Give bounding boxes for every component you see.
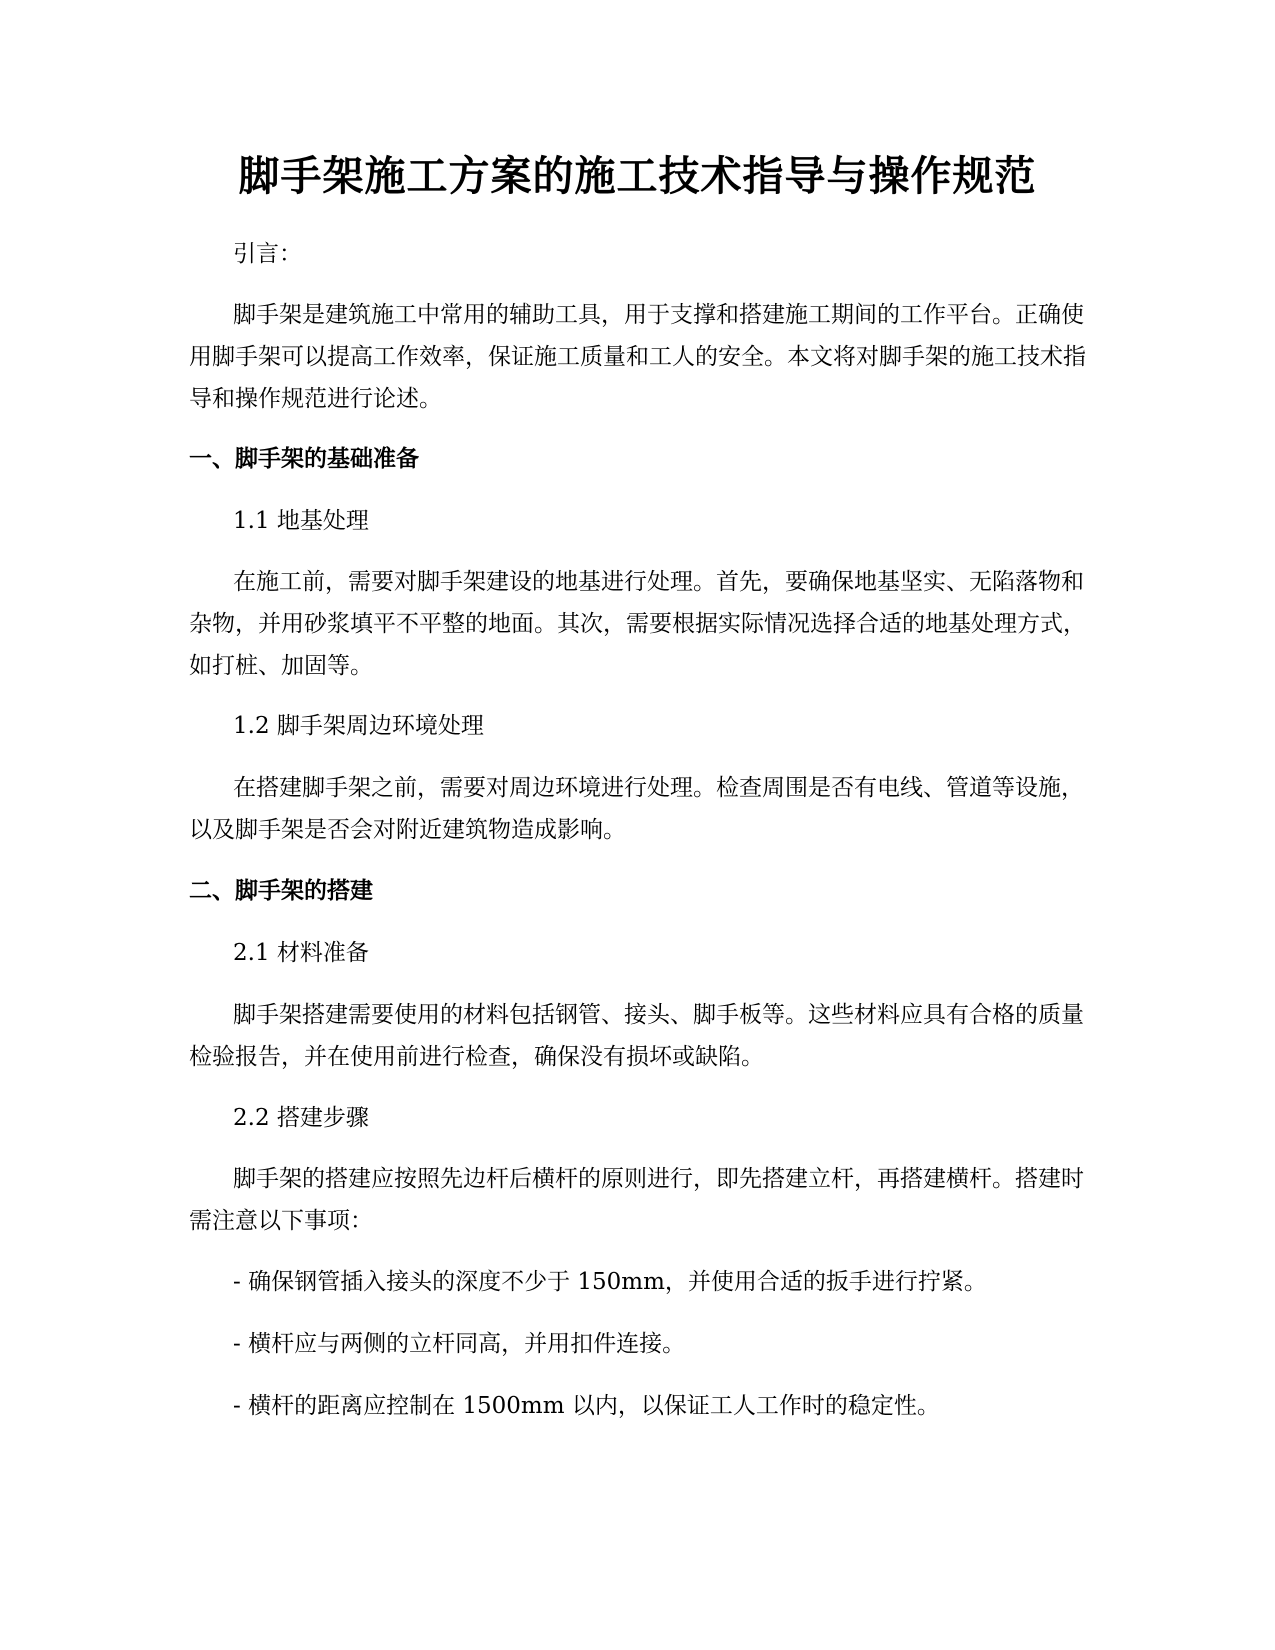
subsection-1-2-text: 在搭建脚手架之前，需要对周边环境进行处理。检查周围是否有电线、管道等设施，以及脚手架是否会对附近建筑物造成影响。 xyxy=(189,775,1084,843)
list-item: - 横杆应与两侧的立杆同高，并用扣件连接。 xyxy=(233,1331,686,1357)
intro-paragraph: 脚手架是建筑施工中常用的辅助工具，用于支撑和搭建施工期间的工作平台。正确使用脚手架可以提高工作效率，保证施工质量和工人的安全。本文将对脚手架的施工技术指导和操作规范进行论述。 xyxy=(189,302,1086,412)
subsection-1-1-text: 在施工前，需要对脚手架建设的地基进行处理。首先，要确保地基坚实、无陷落物和杂物，并用砂浆填平不平整的地面。其次，需要根据实际情况选择合适的地基处理方式，如打桩、加固等。 xyxy=(189,569,1086,679)
subsection-2-2-text: 脚手架的搭建应按照先边杆后横杆的原则进行，即先搭建立杆，再搭建横杆。搭建时需注意以下事项： xyxy=(189,1166,1084,1234)
intro-label: 引言： xyxy=(233,241,302,267)
subsection-1-2-title: 1.2 脚手架周边环境处理 xyxy=(233,713,484,739)
section-1-heading: 一、脚手架的基础准备 xyxy=(189,446,419,472)
list-item: - 横杆的距离应控制在 1500mm 以内，以保证工人工作时的稳定性。 xyxy=(233,1393,940,1419)
subsection-2-2-title: 2.2 搭建步骤 xyxy=(233,1105,369,1131)
subsection-2-1-text: 脚手架搭建需要使用的材料包括钢管、接头、脚手板等。这些材料应具有合格的质量检验报告，并在使用前进行检查，确保没有损坏或缺陷。 xyxy=(189,1002,1084,1070)
document-title: 脚手架施工方案的施工技术指导与操作规范 xyxy=(238,152,1037,200)
subsection-1-1-title: 1.1 地基处理 xyxy=(233,508,369,534)
list-item: - 确保钢管插入接头的深度不少于 150mm，并使用合适的扳手进行拧紧。 xyxy=(233,1269,987,1295)
section-2-heading: 二、脚手架的搭建 xyxy=(189,878,373,904)
subsection-2-1-title: 2.1 材料准备 xyxy=(233,940,369,966)
